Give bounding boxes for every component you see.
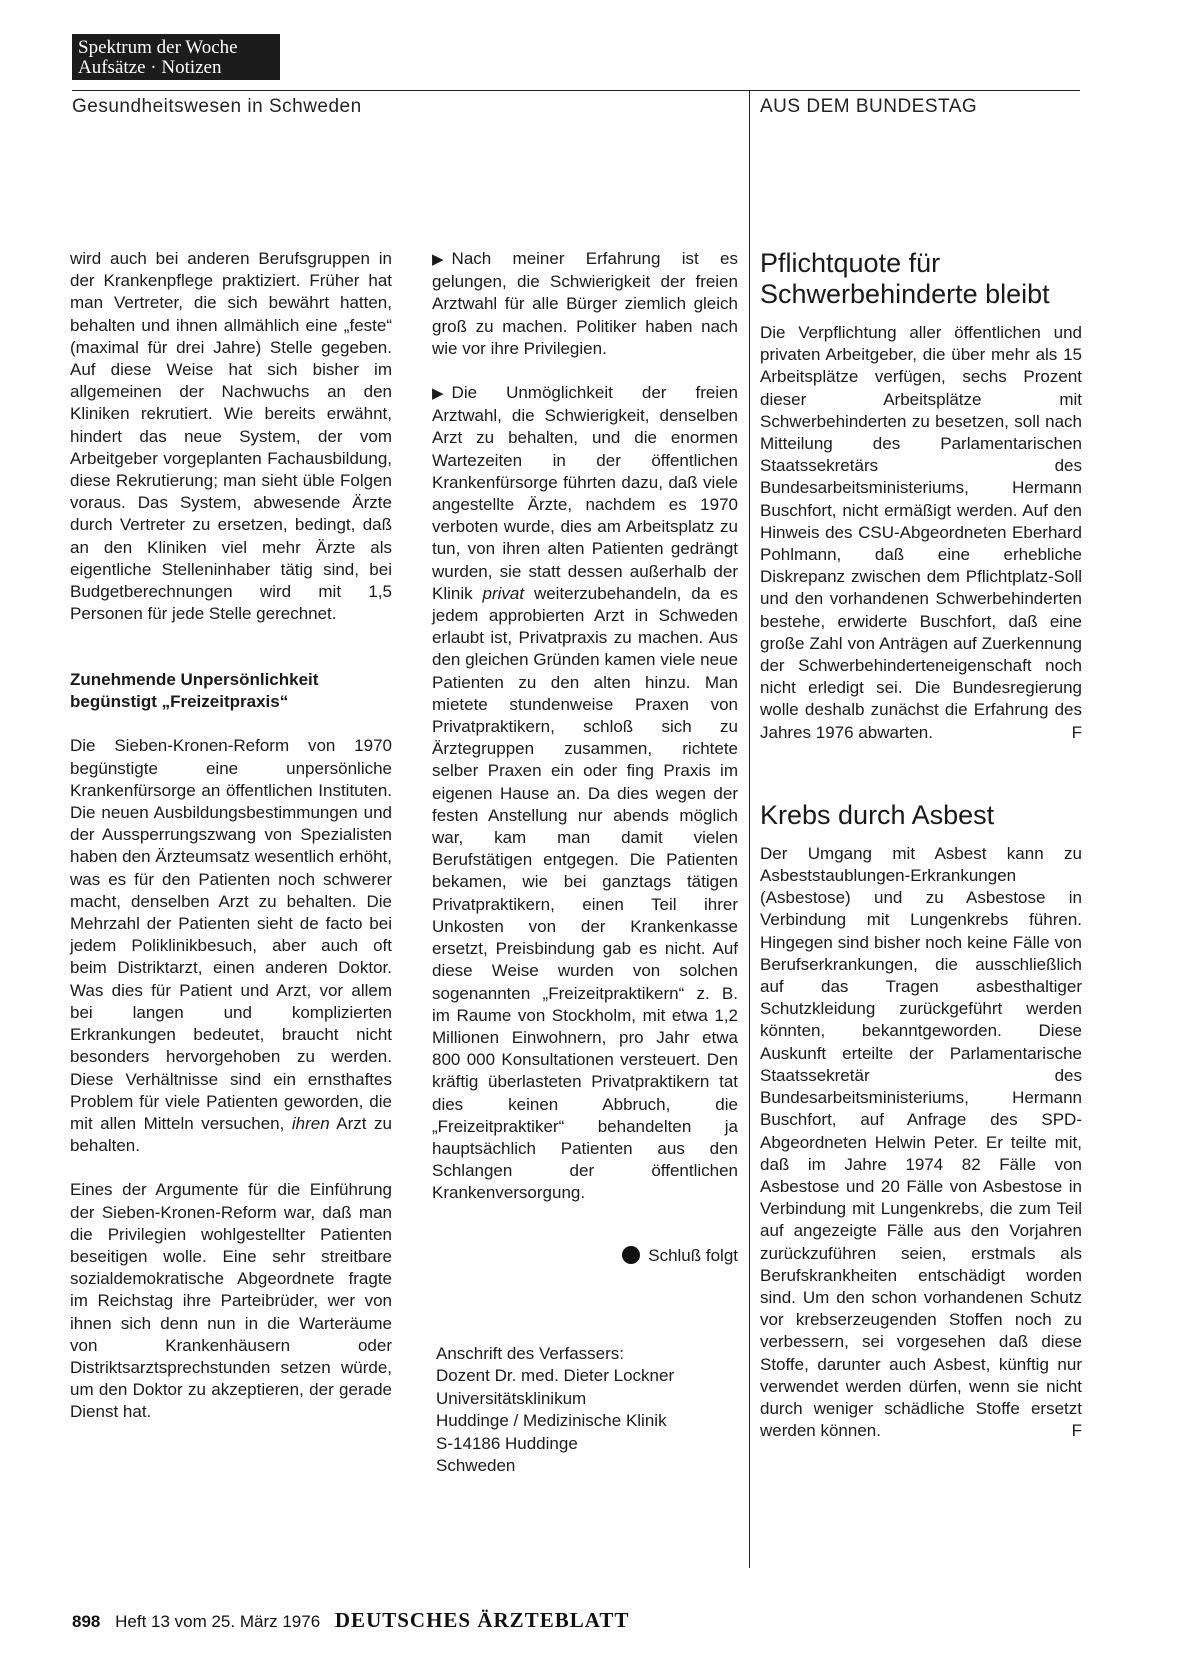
address-line-2: Universitätsklinikum <box>436 1388 587 1408</box>
article-1-body-text: Die Verpflichtung aller öffentlichen und privaten Arbeitgeber, die über mehr als 15 Arbeitsplätze verfügen, sechs Prozent dieser Arbeitsplätze mit Schwerbehinderten zu besetzen, soll nach Mitteilung des Parlamentarischen Staatssekretärs des Bundesarbeitsministeriums, Hermann Buschfort, nicht ermäßigt werden. Auf den Hinweis des CSU-Abgeordneten Eberhard Pohlmann, daß eine erhebliche Diskrepanz zwischen dem Pflichtplatz-Soll und den vorhandenen Schwerbehinderten bestehe, erwiderte Buschfort, daß eine große Zahl von Anträgen auf Zuerkennung der Schwerbehinderteneigenschaft noch nicht erledigt sei. Die Bundesregierung wolle deshalb zunächst die Erfahrung des Jahres 1976 abwarten. <box>760 323 1082 742</box>
triangle-bullet-icon: ▶ <box>432 385 444 403</box>
column-2 <box>432 248 738 1478</box>
article-2-title: Krebs durch Asbest <box>760 799 995 830</box>
article-2-signature: F <box>1071 1421 1082 1441</box>
col1-paragraph-2-b: Arzt zu behalten. <box>70 1113 392 1156</box>
col2-paragraph-2 <box>432 382 738 1205</box>
col2-paragraph-1-text: Nach meiner Erfahrung ist es gelungen, die Schwierigkeit der freien Arztwahl für alle Bürger ziemlich gleich groß zu machen. Politiker haben nach wie vor ihre Privilegien. <box>432 249 738 358</box>
article-1-signature: F <box>1071 722 1082 742</box>
page-footer <box>72 1608 629 1633</box>
section-label-line1: Spektrum der Woche <box>78 37 238 58</box>
col2-paragraph-1 <box>432 248 738 360</box>
col1-subheading <box>70 669 392 713</box>
author-address <box>436 1343 738 1478</box>
col2-paragraph-2-emphasis: privat <box>482 583 525 603</box>
right-running-head: AUS DEM BUNDESTAG <box>760 96 978 117</box>
col1-paragraph-3: Eines der Argumente für die Einführung der Sieben-Kronen-Reform war, daß man die Privilegien wohlgestellter Patienten beseitigen wolle. Eine sehr streitbare sozialdemokratische Abgeordnete fragte im Reichstag ihre Parteibrüder, wer von ihnen sich denn nun in die Warteräume von Krankenhäusern oder Distriktsarztsprechstunden setzen würde, um den Doktor zu akzeptieren, der gerade Dienst hat. <box>70 1180 392 1422</box>
col1-paragraph-2 <box>70 735 392 1157</box>
col1-paragraph-2-a: Die Sieben-Kronen-Reform von 1970 begünstigte eine unpersönliche Krankenfürsorge an öffentlichen Instituten. Die neuen Ausbildungsbestimmungen und der Aussperrungszwang von Spezialisten haben den Ärzteumsatz wesentlich erhöht, was es für den Patienten noch schwerer macht, denselben Arzt zu behalten. Die Mehrzahl der Patienten sieht de facto bei jedem Poliklinikbesuch, aber auch oft beim Distriktarzt, einen anderen Doktor. Was dies für Patient und Arzt, vor allem bei langen und komplizierten Erkrankungen bedeutet, braucht nicht besonders hervorgehoben zu werden. Diese Verhältnisse sind ein ernsthaftes Problem für viele Patienten geworden, die mit allen Mitteln versuchen, <box>70 736 392 1133</box>
article-1-title <box>760 248 1082 310</box>
address-line-5: Schweden <box>436 1456 516 1476</box>
col1-subheading-line1: Zunehmende Unpersönlichkeit <box>70 670 319 690</box>
bullet-dot-icon <box>622 1246 640 1264</box>
col2-paragraph-2-a: Die Unmöglichkeit der freien Arztwahl, die Schwierigkeit, denselben Arzt zu behalten, und die enormen Wartezeiten in der öffentlichen Krankenfürsorge führten dazu, daß viele angestellte Ärzte, nachdem es 1970 verboten wurde, dies am Arbeitsplatz zu tun, von ihren alten Patienten gedrängt wurden, sie statt dessen außerhalb der Klinik <box>432 383 738 603</box>
article-2-body-text: Der Umgang mit Asbest kann zu Asbeststaublungen-Erkrankungen (Asbestose) und zu Asbestose in Verbindung mit Lungenkrebs führen. Hingegen sind bisher noch keine Fälle von Berufserkrankungen, die ausschließlich auf das Tragen asbesthaltiger Schutzkleidung zurückgeführt werden könnten, bekanntgeworden. Diese Auskunft erteilte der Parlamentarische Staatssekretär des Bundesarbeitsministeriums, Hermann Buschfort, auf Anfrage des SPD-Abgeordneten Helwin Peter. Er teilte mit, daß im Jahre 1974 82 Fälle von Asbestose und 20 Fälle von Asbestose in Verbindung mit Lungenkrebs, die zum Teil auf angezeigte Fälle aus den Vorjahren zurückzuführen seien, erstmals als Berufskrankheiten entschädigt worden sind. Um den schon vorhandenen Schutz vor krebserzeugenden Stoffen noch zu verbessern, sei vorgesehen daß diese Stoffe, darunter auch Asbest, künftig nur verwendet werden dürfen, wenn sie nicht durch weniger schädliche Stoffe ersetzt werden können. <box>760 843 1082 1441</box>
page-number: 898 <box>72 1612 101 1631</box>
article-2-body <box>760 843 1082 1442</box>
article-1-title-line1: Pflichtquote für <box>760 248 941 278</box>
col1-subheading-line2: begünstigt „Freizeitpraxis“ <box>70 692 289 712</box>
column-3 <box>760 248 1082 1442</box>
address-line-4: S-14186 Huddinge <box>436 1433 578 1453</box>
address-line-1: Dozent Dr. med. Dieter Lockner <box>436 1366 675 1386</box>
article-1-body <box>760 322 1082 744</box>
address-label: Anschrift des Verfassers: <box>436 1343 625 1363</box>
address-line-3: Huddinge / Medizinische Klinik <box>436 1411 667 1431</box>
triangle-bullet-icon: ▶ <box>432 251 444 268</box>
header-rule <box>72 90 1080 91</box>
article-1-title-line2: Schwerbehinderte bleibt <box>760 279 1050 309</box>
end-note-text: Schluß folgt <box>648 1245 738 1265</box>
journal-name: DEUTSCHES ÄRZTEBLATT <box>334 1608 630 1632</box>
issue-info: Heft 13 vom 25. März 1976 <box>115 1612 321 1631</box>
column-divider <box>749 90 750 1568</box>
col1-paragraph-2-emphasis: ihren <box>291 1113 330 1133</box>
section-label-line2: Aufsätze · Notizen <box>78 57 222 78</box>
section-label <box>72 34 280 80</box>
left-running-head: Gesundheitswesen in Schweden <box>72 96 362 117</box>
column-1 <box>70 248 392 1424</box>
col2-paragraph-2-b: weiterzubehandeln, da es jedem approbierten Arzt in Schweden erlaubt ist, Privatpraxis zu machen. Aus den gleichen Gründen kamen viele neue Patienten zu den alten hinzu. Man mietete stundenweise Praxen von Privatpraktikern, schloß sich zu Ärztegruppen zusammen, richtete selber Praxen ein oder fing Praxis im eigenen Hause an. Da dies wegen der festen Anstellung nur abends möglich war, kam man damit vielen Berufstätigen entgegen. Die Patienten bekamen, wie bei ganztags tätigen Privatpraktikern, einen Teil ihrer Unkosten von der Krankenkasse ersetzt, Preisbindung gab es nicht. Auf diese Weise wurden von solchen sogenannten „Freizeitpraktikern“ z. B. im Raume von Stockholm, mit etwa 1,2 Millionen Einwohnern, pro Jahr etwa 800 000 Konsultationen versteuert. Den kräftig überlasteten Privatpraktikern tat dies keinen Abbruch, die „Freizeitpraktiker“ behandelten ja hauptsächlich Patienten aus den Schlangen der öffentlichen Krankenversorgung. <box>432 583 738 1203</box>
end-note <box>432 1245 738 1267</box>
col1-paragraph-1: wird auch bei anderen Berufsgruppen in der Krankenpflege praktiziert. Früher hat man Vertreter, die sich bewährt hatten, behalten und ihnen allmählich eine „feste“ (maximal für drei Jahre) Stelle gegeben. Auf diese Weise hat sich bisher im allgemeinen der Nachwuchs an den Kliniken rekrutiert. Wie bereits erwähnt, hindert das neue System, der vom Arbeitgeber vorgeplanten Fachausbildung, diese Rekrutierung; man sieht üble Folgen voraus. Das System, abwesende Ärzte durch Vertreter zu ersetzen, bedingt, daß an den Kliniken viel mehr Ärzte als eigentliche Stelleninhaber tätig sind, bei Budgetberechnungen wird mit 1,5 Personen für jede Stelle gerechnet. <box>70 249 392 624</box>
